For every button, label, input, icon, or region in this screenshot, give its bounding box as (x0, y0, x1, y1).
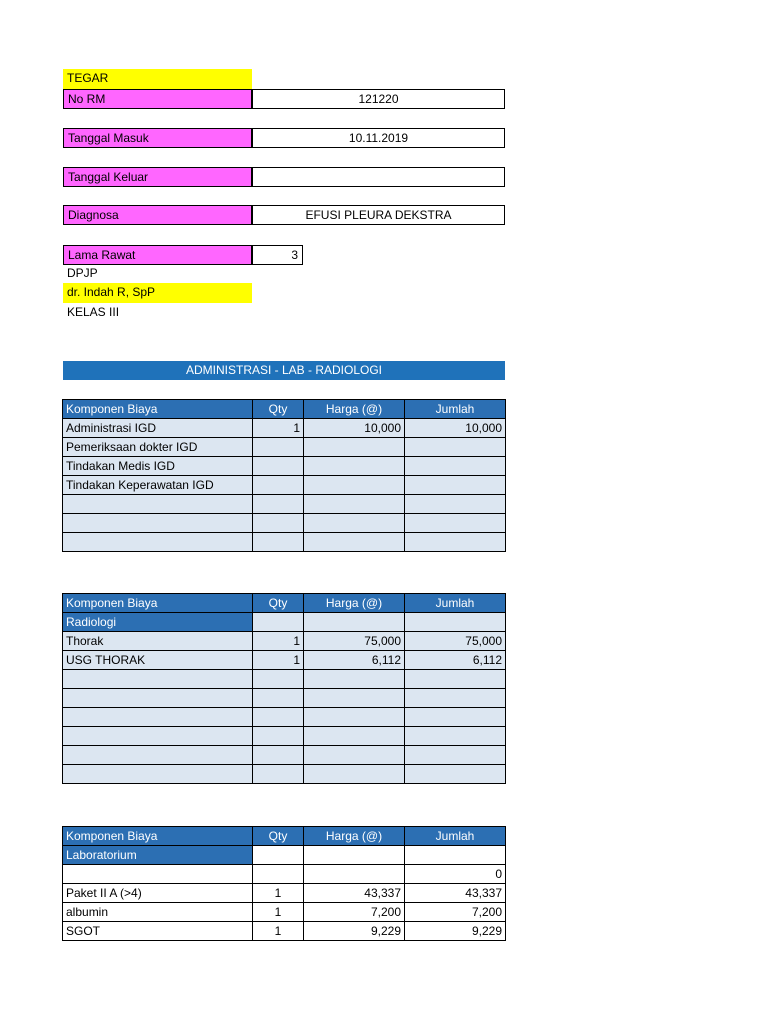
table-cell[interactable] (253, 613, 304, 632)
qty-cell[interactable] (253, 746, 304, 765)
dpjp-value: dr. Indah R, SpP (63, 283, 252, 303)
table-cell[interactable] (304, 846, 405, 865)
item-name-cell[interactable] (63, 765, 253, 784)
item-name-cell[interactable]: USG THORAK (63, 651, 253, 670)
table-row (63, 476, 506, 495)
col-header-jumlah: Jumlah (405, 827, 506, 846)
jumlah-cell[interactable] (405, 746, 506, 765)
tanggal-keluar-value[interactable] (252, 167, 505, 187)
col-header-komponen: Komponen Biaya (63, 594, 253, 613)
qty-cell[interactable]: 1 (253, 922, 304, 941)
jumlah-cell[interactable] (405, 689, 506, 708)
qty-cell[interactable]: 1 (253, 884, 304, 903)
harga-cell[interactable]: 7,200 (304, 903, 405, 922)
col-header-komponen: Komponen Biaya (63, 827, 253, 846)
qty-cell[interactable] (253, 533, 304, 552)
col-header-harga: Harga (@) (304, 400, 405, 419)
table-row (63, 670, 506, 689)
item-name-cell[interactable]: Paket II A (>4) (63, 884, 253, 903)
qty-cell[interactable] (253, 708, 304, 727)
diagnosa-label: Diagnosa (63, 205, 252, 225)
item-name-cell[interactable] (63, 865, 253, 884)
jumlah-cell[interactable] (405, 708, 506, 727)
lama-rawat-label: Lama Rawat (63, 245, 252, 265)
no-rm-label: No RM (63, 89, 252, 109)
item-name-cell[interactable]: Administrasi IGD (63, 419, 253, 438)
harga-cell[interactable] (304, 438, 405, 457)
qty-cell[interactable] (253, 865, 304, 884)
harga-cell[interactable]: 9,229 (304, 922, 405, 941)
qty-cell[interactable]: 1 (253, 903, 304, 922)
table-row (63, 495, 506, 514)
col-header-qty: Qty (253, 827, 304, 846)
dpjp-label: DPJP (67, 266, 98, 280)
qty-cell[interactable] (253, 457, 304, 476)
billing-table-radiologi (62, 593, 506, 784)
jumlah-cell[interactable] (405, 533, 506, 552)
table-row (63, 419, 506, 438)
table-row (63, 514, 506, 533)
qty-cell[interactable]: 1 (253, 651, 304, 670)
harga-cell[interactable] (304, 746, 405, 765)
table-row (63, 765, 506, 784)
table-row (63, 651, 506, 670)
item-name-cell[interactable] (63, 746, 253, 765)
item-name-cell[interactable]: Tindakan Keperawatan IGD (63, 476, 253, 495)
table-row (63, 922, 506, 941)
qty-cell[interactable]: 1 (253, 632, 304, 651)
table-row (63, 689, 506, 708)
harga-cell[interactable]: 43,337 (304, 884, 405, 903)
item-name-cell[interactable]: albumin (63, 903, 253, 922)
col-header-qty: Qty (253, 594, 304, 613)
jumlah-cell[interactable] (405, 765, 506, 784)
tanggal-keluar-label: Tanggal Keluar (63, 167, 252, 187)
item-name-cell[interactable]: SGOT (63, 922, 253, 941)
jumlah-cell[interactable]: 43,337 (405, 884, 506, 903)
billing-table-laboratorium (62, 826, 506, 941)
table-cell[interactable] (405, 613, 506, 632)
col-header-qty: Qty (253, 400, 304, 419)
table-row (63, 903, 506, 922)
jumlah-cell[interactable] (405, 495, 506, 514)
harga-cell[interactable] (304, 670, 405, 689)
qty-cell[interactable]: 1 (253, 419, 304, 438)
harga-cell[interactable] (304, 765, 405, 784)
jumlah-cell[interactable] (405, 727, 506, 746)
qty-cell[interactable] (253, 438, 304, 457)
item-name-cell[interactable] (63, 670, 253, 689)
col-header-jumlah: Jumlah (405, 400, 506, 419)
item-name-cell[interactable]: Tindakan Medis IGD (63, 457, 253, 476)
section-label-laboratorium: Laboratorium (63, 846, 253, 865)
col-header-harga: Harga (@) (304, 827, 405, 846)
section-banner: ADMINISTRASI - LAB - RADIOLOGI (63, 361, 505, 380)
jumlah-cell[interactable] (405, 457, 506, 476)
kelas: KELAS III (67, 305, 120, 319)
jumlah-cell[interactable]: 0 (405, 865, 506, 884)
harga-cell[interactable]: 6,112 (304, 651, 405, 670)
col-header-harga: Harga (@) (304, 594, 405, 613)
harga-cell[interactable] (304, 865, 405, 884)
harga-cell[interactable] (304, 514, 405, 533)
table-cell[interactable] (253, 846, 304, 865)
jumlah-cell[interactable]: 6,112 (405, 651, 506, 670)
item-name-cell[interactable] (63, 727, 253, 746)
jumlah-cell[interactable]: 75,000 (405, 632, 506, 651)
diagnosa-value[interactable]: EFUSI PLEURA DEKSTRA (252, 205, 505, 225)
lama-rawat-value[interactable]: 3 (252, 245, 303, 265)
harga-cell[interactable] (304, 708, 405, 727)
col-header-komponen: Komponen Biaya (63, 400, 253, 419)
jumlah-cell[interactable] (405, 514, 506, 533)
table-row (63, 727, 506, 746)
table-row (63, 884, 506, 903)
qty-cell[interactable] (253, 514, 304, 533)
item-name-cell[interactable] (63, 533, 253, 552)
jumlah-cell[interactable] (405, 476, 506, 495)
jumlah-cell[interactable]: 10,000 (405, 419, 506, 438)
harga-cell[interactable] (304, 689, 405, 708)
item-name-cell[interactable] (63, 689, 253, 708)
table-row (63, 457, 506, 476)
jumlah-cell[interactable]: 7,200 (405, 903, 506, 922)
harga-cell[interactable] (304, 476, 405, 495)
no-rm-value[interactable]: 121220 (252, 89, 505, 109)
billing-table-administrasi (62, 399, 506, 552)
section-label-radiologi: Radiologi (63, 613, 253, 632)
jumlah-cell[interactable]: 9,229 (405, 922, 506, 941)
harga-cell[interactable] (304, 727, 405, 746)
jumlah-cell[interactable] (405, 670, 506, 689)
table-row (63, 708, 506, 727)
tanggal-masuk-value[interactable]: 10.11.2019 (252, 128, 505, 148)
qty-cell[interactable] (253, 727, 304, 746)
table-row (63, 533, 506, 552)
table-cell[interactable] (405, 846, 506, 865)
item-name-cell[interactable] (63, 708, 253, 727)
qty-cell[interactable] (253, 670, 304, 689)
item-name-cell[interactable]: Pemeriksaan dokter IGD (63, 438, 253, 457)
table-row (63, 746, 506, 765)
item-name-cell[interactable] (63, 514, 253, 533)
harga-cell[interactable] (304, 533, 405, 552)
qty-cell[interactable] (253, 495, 304, 514)
table-cell[interactable] (304, 613, 405, 632)
harga-cell[interactable]: 10,000 (304, 419, 405, 438)
table-row (63, 632, 506, 651)
patient-name: TEGAR (63, 69, 252, 89)
tanggal-masuk-label: Tanggal Masuk (63, 128, 252, 148)
table-row (63, 438, 506, 457)
jumlah-cell[interactable] (405, 438, 506, 457)
col-header-jumlah: Jumlah (405, 594, 506, 613)
harga-cell[interactable] (304, 457, 405, 476)
qty-cell[interactable] (253, 765, 304, 784)
item-name-cell[interactable]: Thorak (63, 632, 253, 651)
qty-cell[interactable] (253, 476, 304, 495)
item-name-cell[interactable] (63, 495, 253, 514)
harga-cell[interactable]: 75,000 (304, 632, 405, 651)
harga-cell[interactable] (304, 495, 405, 514)
qty-cell[interactable] (253, 689, 304, 708)
table-row (63, 865, 506, 884)
